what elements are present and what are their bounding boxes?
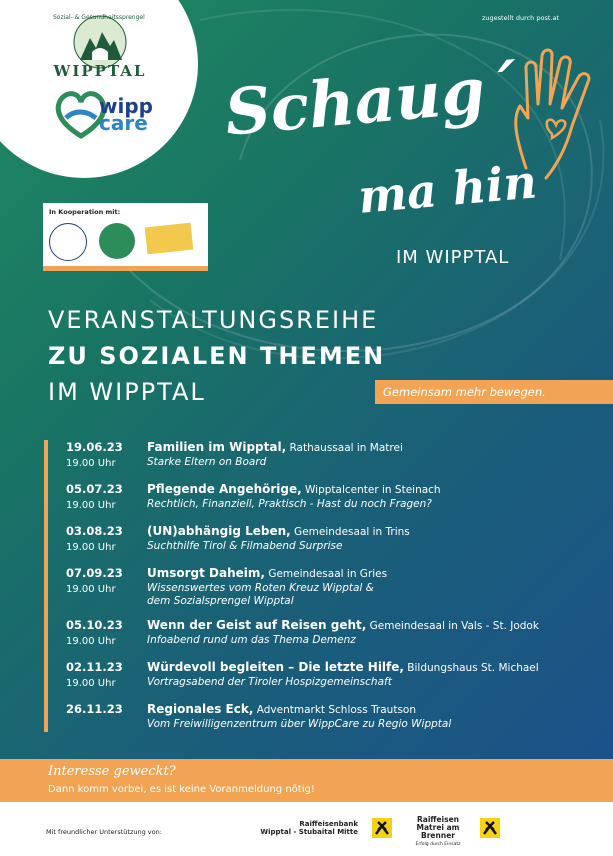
support-label: Mit freundlicher Unterstützung von:: [46, 828, 162, 836]
event-date: 26.11.23: [66, 702, 123, 716]
event-date: 02.11.23: [66, 660, 123, 674]
interest-text: Dann komm vorbei, es ist keine Voranmeldung nötig!: [48, 784, 315, 795]
event-date: 19.06.23: [66, 440, 123, 454]
event-title: Regionales Eck,: [147, 702, 254, 716]
title-line2: ma hin: [356, 154, 539, 224]
events-accent-bar: [44, 440, 48, 732]
bank1-name: Raiffeisenbank: [299, 820, 358, 828]
heading-line1: VERANSTALTUNGSREIHE: [48, 306, 379, 334]
event-location: Gemeindesaal in Trins: [290, 526, 410, 538]
event-item: [66, 659, 606, 692]
event-time: 19.00 Uhr: [66, 678, 116, 689]
event-time: 19.00 Uhr: [66, 636, 116, 647]
event-description: Starke Eltern on Board: [147, 456, 267, 468]
event-title: Pflegende Angehörige,: [147, 482, 302, 496]
bank2-name: Raiffeisen: [416, 815, 460, 824]
event-title: Wenn der Geist auf Reisen geht,: [147, 618, 367, 632]
event-title: Würdevoll begleiten – Die letzte Hilfe,: [147, 660, 404, 674]
wipptal-arc-text: Sozial- & Gesundheitssprengel: [53, 14, 145, 21]
title-line1: Schaug´: [222, 50, 520, 150]
event-date: 03.08.23: [66, 524, 123, 538]
event-date: 05.07.23: [66, 482, 123, 496]
event-item: [66, 439, 606, 472]
event-location: Rathaussaal in Matrei: [286, 442, 403, 454]
event-location: Adventmarkt Schloss Trautson: [253, 704, 417, 716]
postal-note: zugestellt durch post.at: [482, 14, 559, 22]
raiffeisen-giebelkreuz-icon: [480, 818, 500, 838]
event-item: [66, 617, 606, 650]
series-heading: [48, 302, 385, 410]
event-time: 19.00 Uhr: [66, 500, 116, 511]
bank2-slogan: Erfolg durch Einsatz: [415, 842, 461, 847]
event-location: Wipptalcenter in Steinach: [301, 484, 441, 496]
event-description: Wissenswertes vom Roten Kreuz Wipptal &: [147, 582, 374, 594]
event-description: Vortragsabend der Tiroler Hospizgemeinschaft: [147, 676, 392, 688]
heading-line2: ZU SOZIALEN THEMEN: [48, 342, 386, 370]
event-location: Gemeindesaal in Vals - St. Jodok: [366, 620, 539, 632]
event-item: [66, 565, 606, 608]
event-item: [66, 523, 606, 556]
event-time: 19.00 Uhr: [66, 542, 116, 553]
wippcare-logo-text: [99, 94, 153, 135]
raiffeisen-matrei-text: [400, 816, 476, 849]
event-description: Rechtlich, Finanziell, Praktisch - Hast du noch Fragen?: [147, 498, 432, 510]
cooperation-box: [43, 203, 208, 271]
event-time: 19.00 Uhr: [66, 584, 116, 595]
title-subtitle: IM WIPPTAL: [396, 247, 510, 268]
cooperation-label: In Kooperation mit:: [49, 208, 121, 216]
event-location: Bildungshaus St. Michael: [403, 662, 539, 674]
wippcare-care: care: [99, 111, 148, 135]
freiwilligenzentrum-logo-icon: [145, 223, 194, 255]
event-location: Gemeindesaal in Gries: [264, 568, 388, 580]
raiffeisen-giebelkreuz-icon: [372, 818, 392, 838]
event-date: 07.09.23: [66, 566, 123, 580]
event-item: [66, 701, 606, 731]
tagline-banner: Gemeinsam mehr bewegen.: [375, 380, 613, 404]
raiffeisenbank-wipptal-text: [208, 820, 358, 836]
verband-logo-icon: [49, 223, 87, 261]
event-description-cont: dem Sozialsprengel Wipptal: [147, 595, 294, 607]
regio-wipptal-logo-icon: [99, 223, 135, 259]
event-description: Suchthilfe Tirol & Filmabend Surprise: [147, 540, 343, 552]
hand-heart-icon: [506, 48, 612, 188]
bank1-region: Wipptal - Stubaital Mitte: [260, 828, 358, 836]
wipptal-logo-text: WIPPTAL: [53, 62, 147, 80]
event-time: 19.00 Uhr: [66, 458, 116, 469]
event-title: Familien im Wipptal,: [147, 440, 287, 454]
event-description: Vom Freiwilligenzentrum über WippCare zu Regio Wipptal: [147, 718, 452, 730]
sponsor-footer: [0, 802, 613, 856]
event-item: [66, 481, 606, 514]
interest-headline: Interesse geweckt?: [48, 764, 176, 779]
bank2-region: Matrei am Brenner: [416, 823, 460, 840]
event-title: Umsorgt Daheim,: [147, 566, 265, 580]
wippcare-wipp: wipp: [99, 94, 153, 118]
interest-banner: [0, 759, 613, 802]
heading-line3: IM WIPPTAL: [48, 378, 206, 406]
event-date: 05.10.23: [66, 618, 123, 632]
event-list: [66, 439, 606, 740]
event-title: (UN)abhängig Leben,: [147, 524, 291, 538]
event-description: Infoabend rund um das Thema Demenz: [147, 634, 356, 646]
event-time: [66, 718, 147, 731]
